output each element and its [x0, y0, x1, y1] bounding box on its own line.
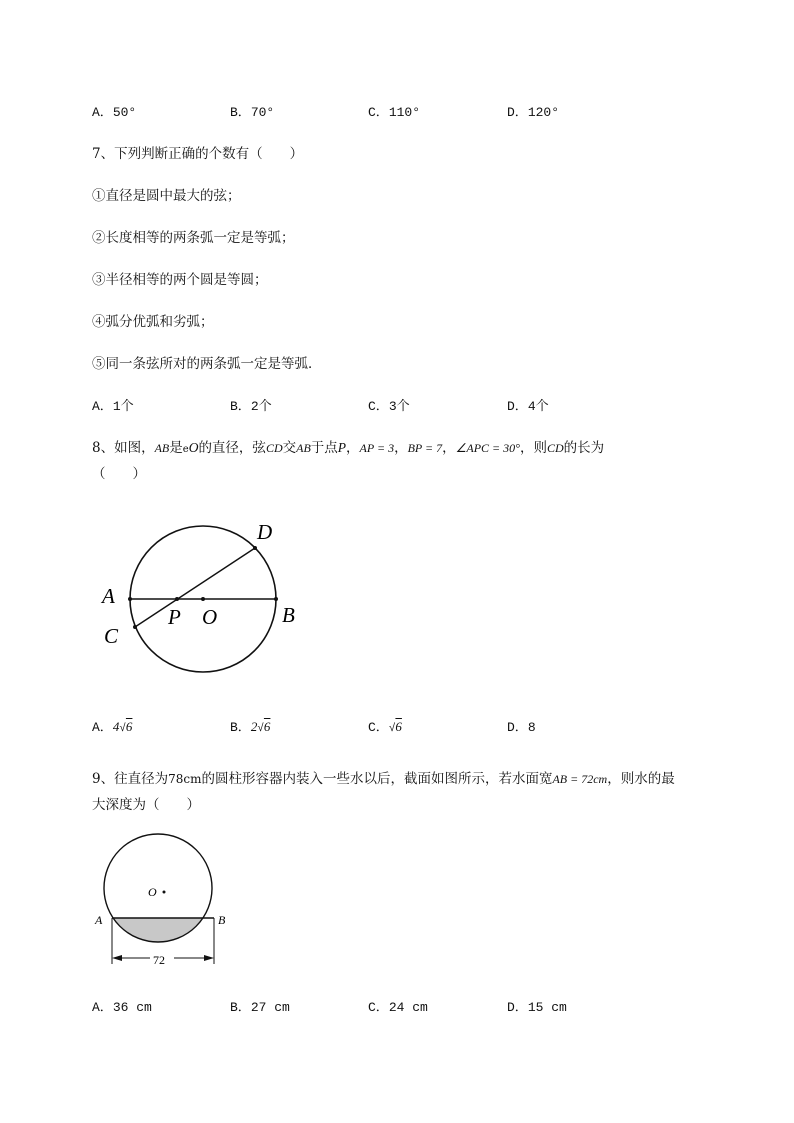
q8-paren: （ ）	[92, 466, 146, 482]
q8-point-d	[253, 546, 257, 550]
q8-option-d: D．8	[507, 720, 536, 735]
q8-point-a	[128, 597, 132, 601]
q7-option-d: D．4个	[507, 399, 549, 414]
q8-circle-figure	[95, 515, 310, 685]
q8-option-c: C．√6	[368, 719, 402, 735]
q7-statement-5: ⑤同一条弦所对的两条弧一定是等弧．	[92, 356, 322, 372]
q7-statement-1: ①直径是圆中最大的弦；	[92, 188, 241, 204]
q8-option-b: B．2√6	[230, 719, 271, 735]
q9-arrow-left	[112, 955, 122, 961]
q8-chord-cd	[135, 548, 255, 627]
q8-point-c	[133, 625, 137, 629]
q9-option-b: B．27 cm	[230, 1000, 290, 1015]
q7-statement-4: ④弧分优弧和劣弧；	[92, 314, 214, 330]
q6-option-c: C．110°	[368, 105, 421, 120]
q7-option-a: A．1个	[92, 399, 134, 414]
q9-label-width: 72	[153, 953, 165, 967]
q8-label-d: D	[257, 520, 273, 544]
q9-option-c: C．24 cm	[368, 1000, 428, 1015]
q8-label-c: C	[104, 624, 119, 648]
q7-option-c: C．3个	[368, 399, 410, 414]
q9-arrow-right	[204, 955, 214, 961]
q7-stem: 7、下列判断正确的个数有（ ）	[92, 146, 304, 162]
q9-label-a: A	[95, 913, 103, 927]
q7-option-b: B．2个	[230, 399, 272, 414]
q6-option-a: A．50°	[92, 105, 137, 120]
q9-stem-line2: 大深度为（ ）	[92, 797, 200, 813]
q7-statement-2: ②长度相等的两条弧一定是等弧；	[92, 230, 295, 246]
q7-statement-3: ③半径相等的两个圆是等圆；	[92, 272, 268, 288]
q8-option-a: A．4√6	[92, 719, 133, 735]
q9-label-o: O	[148, 885, 157, 899]
q9-option-a: A．36 cm	[92, 1000, 152, 1015]
q6-option-b: B．70°	[230, 105, 275, 120]
q8-label-p: P	[168, 605, 181, 629]
q8-point-b	[274, 597, 278, 601]
q8-stem: 8、如图，AB是eO的直径，弦CD交AB于点P，AP = 3，BP = 7，∠APC = 30°，则CD的长为	[92, 440, 605, 456]
q9-stem-line1: 9、往直径为78cm的圆柱形容器内装入一些水以后，截面如图所示，若水面宽AB = 72cm，则水的最	[92, 771, 675, 787]
q9-option-d: D．15 cm	[507, 1000, 567, 1015]
q8-label-b: B	[282, 603, 295, 627]
q8-label-a: A	[102, 584, 115, 608]
q9-point-o	[163, 891, 166, 894]
q8-label-o: O	[202, 605, 218, 629]
q8-point-o	[201, 597, 205, 601]
q9-container-figure	[90, 830, 240, 970]
q8-point-p	[175, 597, 179, 601]
q6-option-d: D．120°	[507, 105, 560, 120]
q9-label-b: B	[218, 913, 226, 927]
